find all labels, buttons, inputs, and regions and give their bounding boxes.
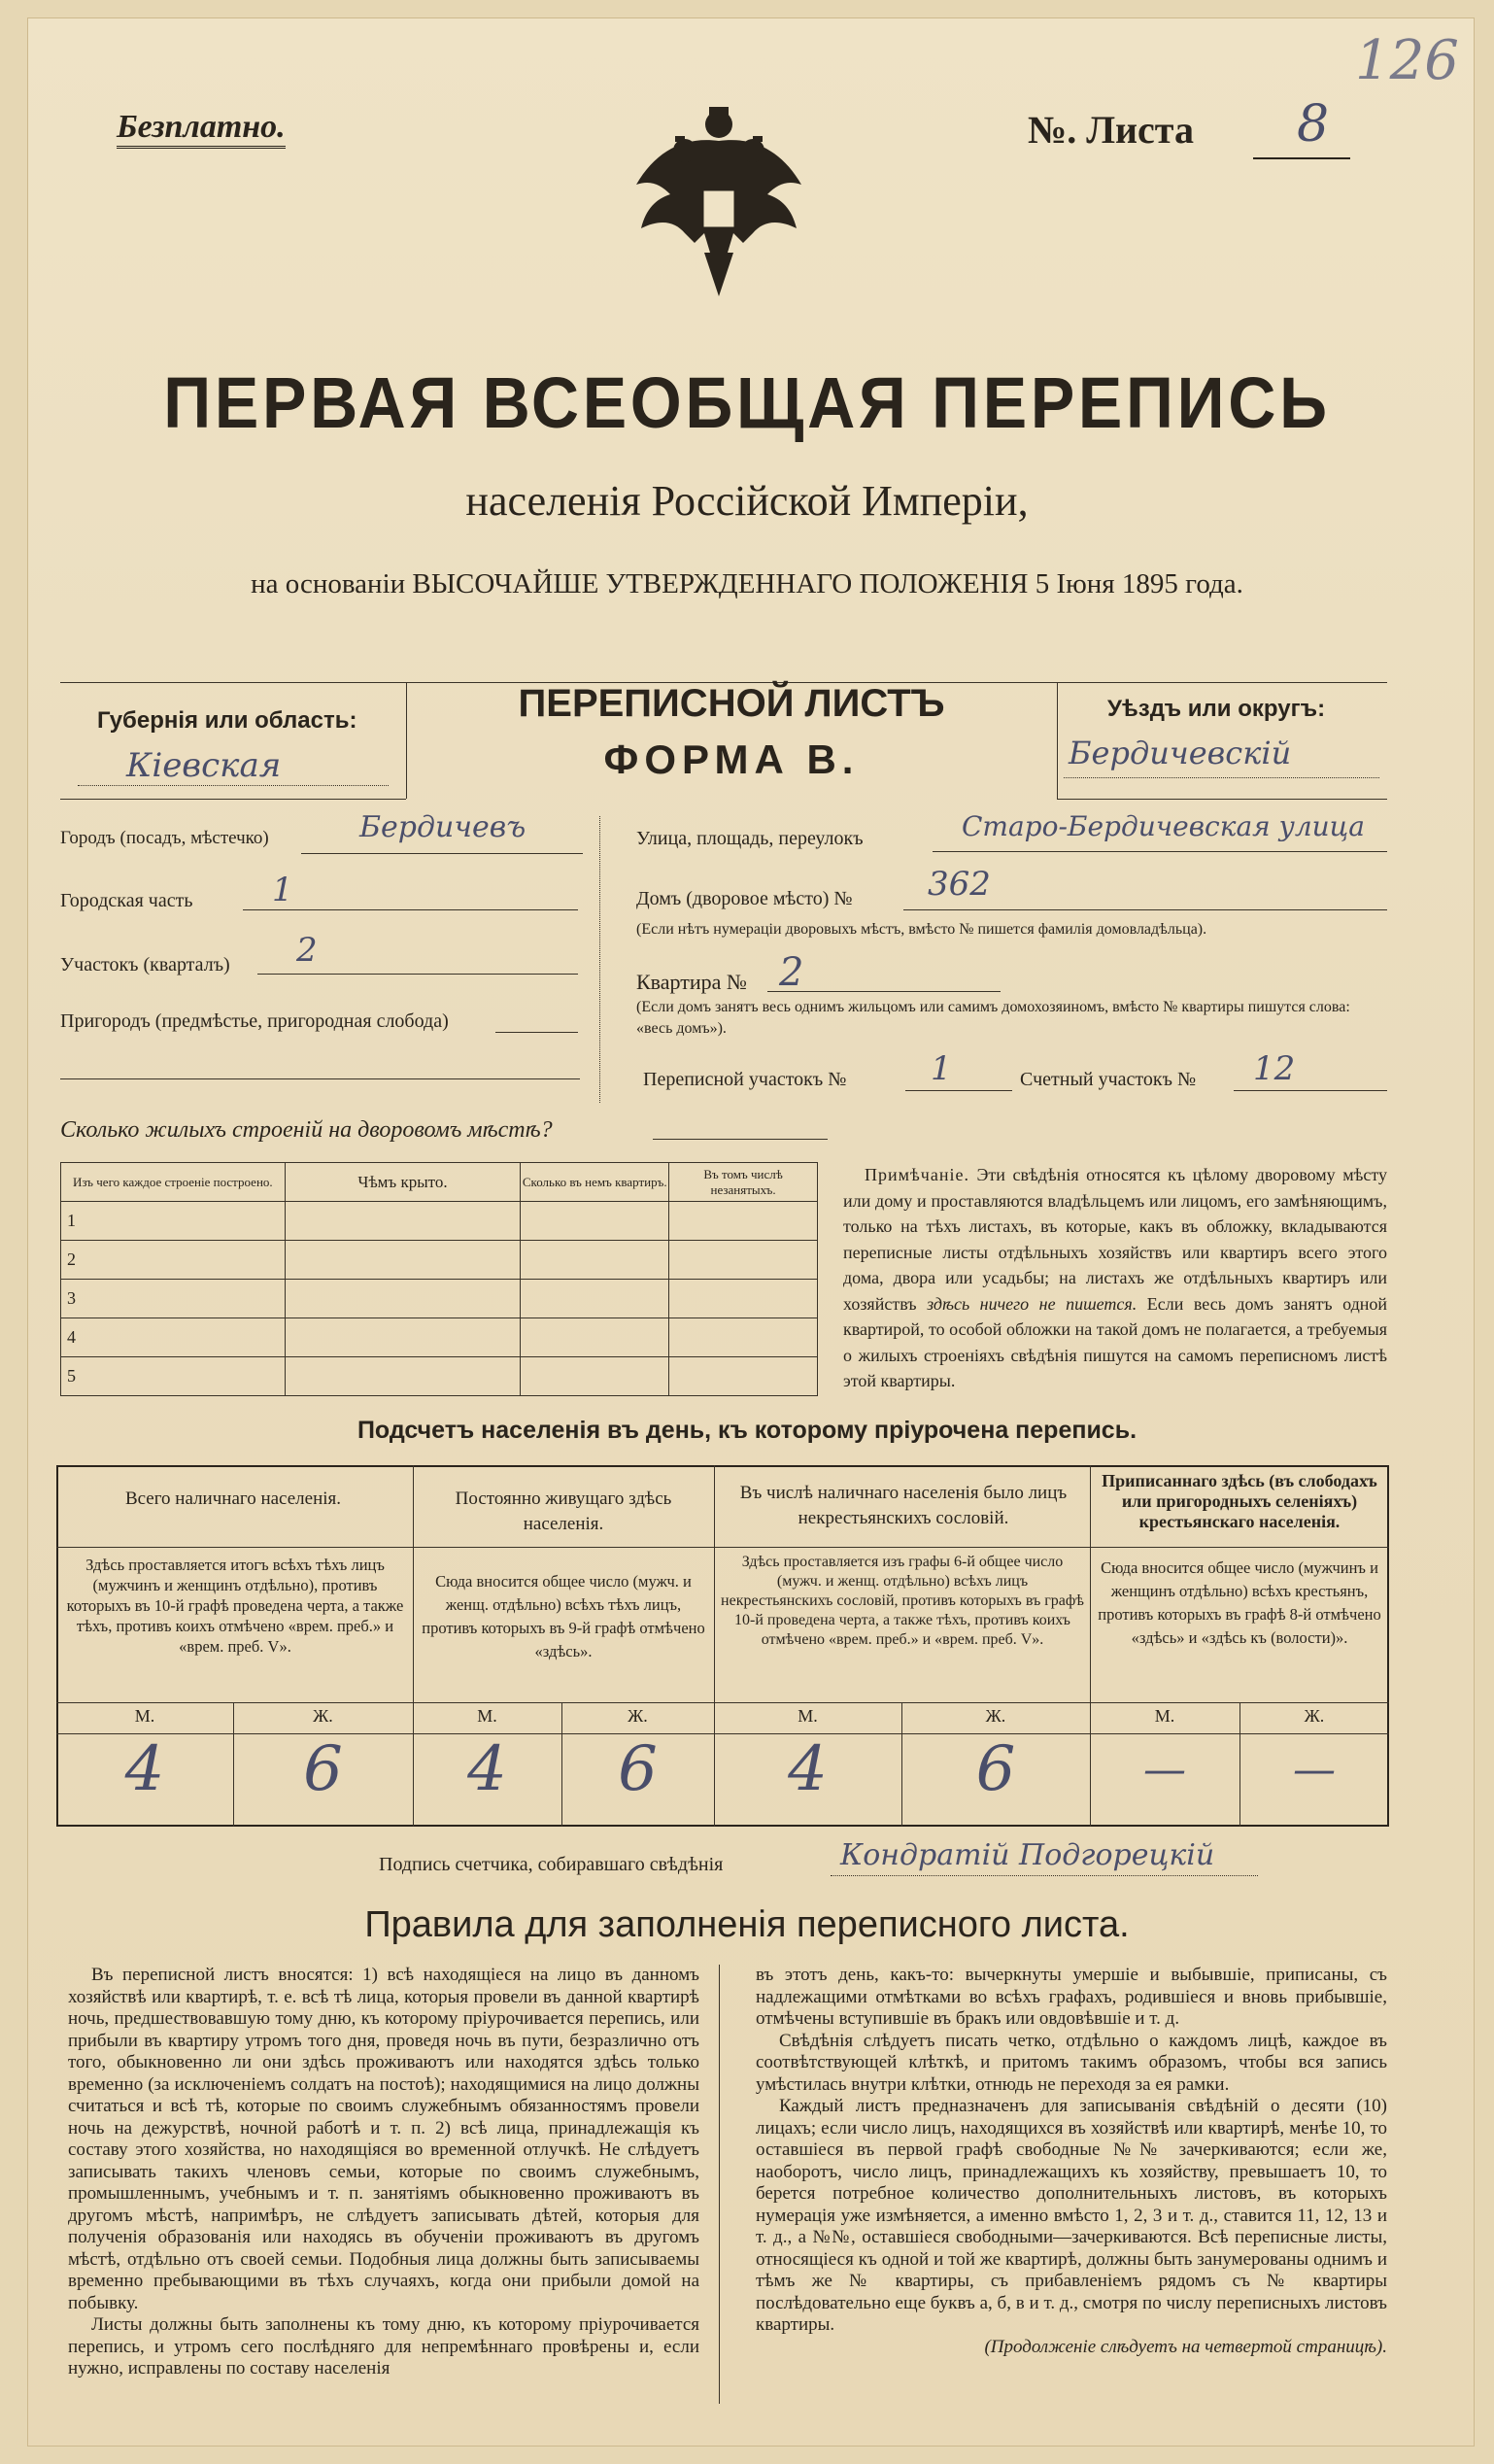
tally-col-3-male[interactable]: 4 [788,1733,828,1805]
tally-col-2-desc: Сюда вносится общее число (мужч. и женщ. отдѣльно) всѣхъ тѣхъ лицъ, противъ которыхъ въ 9-й графѣ отмѣчено «здѣсь». [422,1572,705,1660]
tally-col-3-head: Въ числѣ наличнаго населенія было лицъ некрестьянскихъ сословій. [739,1483,1068,1528]
buildings-col-material: Изъ чего каждое строеніе построено. [61,1163,286,1202]
province-value[interactable]: Кіевская [126,746,282,785]
province-label: Губернія или область: [97,707,357,734]
house-label: Домъ (дворовое мѣсто) № [636,888,853,909]
tally-col-1-head: Всего наличнаго населенія. [124,1489,342,1509]
sheet-number-value[interactable]: 8 [1297,95,1330,154]
tally-title: Подсчетъ населенія въ день, къ которому пріурочена перепись. [357,1417,1137,1444]
apartment-note: (Если домъ занятъ весь однимъ жильцомъ или самимъ домохозяиномъ, вмѣсто № квартиры пишутся слова: «весь домъ»). [636,999,1350,1037]
archive-corner-number: 126 [1355,29,1459,92]
tally-col-4-male[interactable]: — [1143,1745,1186,1795]
tally-col-3-desc: Здѣсь проставляется изъ графы 6-й общее число (мужч. и женщ. отдѣльно) всѣхъ лицъ некрестьянскихъ сословій, противъ которыхъ въ графѣ 10-й проведена черта, а также тѣхъ, противъ коихъ отмѣчено «врем. преб.» и «врем. преб. V». [721,1554,1084,1648]
note-text-a: Эти свѣдѣнія относятся къ цѣлому дворовому мѣсту или дому и проставляются владѣльцемъ или лицомъ, его замѣняющимъ, только на тѣхъ листахъ, въ которые, какъ въ обложку, вкладываются переписные листы отдѣльныхъ хозяйствъ или квартиръ всего этого дома, двора или усадьбы; на листахъ же отдѣльныхъ квартиръ или хозяйствъ [843,1165,1387,1314]
tally-col-4-desc: Сюда вносится общее число (мужчинъ и женщинъ отдѣльно) всѣхъ крестьянъ, противъ которыхъ въ графѣ 8-й отмѣчено «здѣсь» и «здѣсь къ (волости)». [1098,1558,1381,1647]
rules-paragraph: Листы должны быть заполнены къ тому дню, къ которому пріурочивается перепись, и утромъ сего послѣдняго для непремѣннаго провѣрены и, если нужно, исправлены по составу населенія [68,2314,699,2378]
tally-col-1-male[interactable]: 4 [124,1733,165,1805]
note-label: Примѣчаніе. [865,1165,969,1184]
sheet-number-label: №. Листа [1028,108,1194,152]
table-row[interactable]: 5 [61,1357,286,1396]
apartment-label: Квартира № [636,970,747,994]
rules-continued: (Продолженіе слѣдуетъ на четвертой страницѣ). [984,2336,1387,2357]
page-subtitle: населенія Россійской Имперіи, [465,477,1029,525]
buildings-col-roof: Чѣмъ крыто. [285,1163,521,1202]
city-value[interactable]: Бердичевъ [359,810,526,844]
city-part-label: Городская часть [60,890,193,911]
city-label: Городъ (посадъ, мѣстечко) [60,828,269,848]
note-text-b: Если весь домъ занятъ одной квартирой, то особой обложки на такой домъ не полагается, а требуемыя о жилыхъ строеніяхъ свѣдѣнія пишутся на самомъ переписномъ листѣ этой квартиры. [843,1293,1388,1390]
tally-col-2-male[interactable]: 4 [467,1733,507,1805]
suburb-label: Пригородъ (предмѣстье, пригородная слобода) [60,1010,449,1032]
rules-right-column [756,1965,1387,2358]
rules-paragraph: Въ переписной листъ вносятся: 1) всѣ находящіеся на лицо въ данномъ хозяйствѣ или квартирѣ, т. е. всѣ тѣ лица, которыя провели въ данной квартирѣ ночь, предшествовавшую тому дню, къ которому пріурочивается перепись, или прибыли въ квартиру утромъ того дня, проведя ночь въ пути, безразлично отъ того, обыкновенно ли они здѣсь проживаютъ или находятся здѣсь только временно (за исключеніемъ солдатъ на постоѣ); находящимися на лицо должны считаться и всѣ тѣ, которые по своимъ служебнымъ обязанностямъ провели ночь на дежурствѣ, ночной работѣ и т. п. 2) всѣ лица, принадлежащія къ составу этого хозяйства, но находящіяся во временной отлучкѣ. Не слѣдуетъ записывать такихъ членовъ семьи, которые по своимъ служебнымъ, промышленнымъ, учебнымъ и т. п. занятіямъ обыкновенно проживаютъ въ другомъ мѣстѣ, напримѣръ, не слѣдуетъ записывать дѣтей, которыя для полученія образованія или находясь въ обученіи проживаютъ въ другомъ мѣстѣ, отдѣльно отъ своей семьи. Подобныя лица должны быть записываемы временно пребывающими въ тѣхъ случаяхъ, когда они прибыли домой на побывку. [68,1965,699,2313]
street-label: Улица, площадь, переулокъ [636,828,864,849]
buildings-note [843,1162,1387,1394]
district-value[interactable]: Бердичевскій [1069,735,1292,771]
house-note: (Если нѣтъ нумераціи дворовыхъ мѣстъ, вмѣсто № пишется фамилія домовладѣльца). [636,921,1207,938]
tally-col-2-female[interactable]: 6 [618,1733,658,1805]
tally-female-label: Ж. [313,1706,333,1726]
city-part-value[interactable]: 1 [272,871,293,909]
form-type: ФОРМА В. [603,736,860,782]
tally-col-2-head: Постоянно живущаго здѣсь населенія. [455,1489,672,1534]
buildings-col-apartments: Сколько въ немъ квартиръ. [521,1163,669,1202]
buildings-table [60,1162,818,1396]
counting-area-value[interactable]: 12 [1253,1049,1296,1088]
precinct-label: Участокъ (кварталъ) [60,954,230,975]
tally-female-label: Ж. [1304,1706,1325,1726]
free-label: Безплатно. [117,109,286,149]
tally-male-label: М. [798,1706,818,1726]
precinct-value[interactable]: 2 [296,931,318,970]
note-text-italic: здѣсь ничего не пишется. [927,1293,1137,1314]
census-area-value[interactable]: 1 [931,1049,952,1088]
rules-paragraph: въ этотъ день, какъ-то: вычеркнуты умершіе и выбывшіе, приписаны, съ надлежащими отмѣтками во всѣхъ графахъ, родившіеся и вновь прибывшіе, отмѣчены вступившіе въ бракъ или овдовѣвшіе и т. д. [756,1965,1387,2029]
rules-paragraph: Каждый листъ предназначенъ для записыванія свѣдѣній о десяти (10) лицахъ; если число лицъ, находящихся въ хозяйствѣ или квартирѣ, менѣе 10, то оставшіеся въ первой графѣ свободные №№ зачеркиваются; если же, наоборотъ, число лицъ, принадлежащихъ къ хозяйству, превышаетъ 10, то берется потребное количество дополнительныхъ листовъ, въ которыхъ нумерація уже измѣняется, а именно вмѣсто 1, 2, 3 и т. д., ставится 11, 12, 13 и т. д., а №№, оставшіеся свободными—зачеркиваются. Всѣ переписные листы, относящіеся къ одной и той же квартирѣ, должны быть занумерованы однимъ и тѣмъ же № квартиры, съ прибавленіемъ рядомъ съ № квартиры послѣдовательно еще буквъ а, б, в и т. д., смотря по числу переписныхъ листовъ квартиры. [756,2096,1387,2335]
double-headed-eagle-emblem [617,97,821,306]
house-value[interactable]: 362 [928,865,991,904]
tally-col-1-desc: Здѣсь проставляется итогъ всѣхъ тѣхъ лицъ (мужчинъ и женщинъ отдѣльно), противъ которыхъ въ 10-й графѣ проведена черта, а также тѣхъ, противъ коихъ отмѣчено «врем. преб.» и «врем. преб. V». [66,1556,404,1656]
tally-male-label: М. [1154,1706,1175,1726]
page-title: ПЕРВАЯ ВСЕОБЩАЯ ПЕРЕПИСЬ [163,362,1331,443]
census-area-label: Переписной участокъ № [643,1069,847,1090]
table-row[interactable]: 1 [61,1202,286,1241]
signature-label: Подпись счетчика, собиравшаго свѣдѣнія [379,1854,724,1875]
buildings-question: Сколько жилыхъ строеній на дворовомъ мѣстѣ? [60,1117,553,1143]
tally-female-label: Ж. [628,1706,648,1726]
tally-col-3-female[interactable]: 6 [975,1733,1016,1805]
sheet-number-underline [1253,157,1350,159]
tally-col-4-head: Приписаннаго здѣсь (въ слободахъ или пригородныхъ селеніяхъ) крестьянскаго населенія. [1102,1471,1377,1531]
tally-col-4-female[interactable]: — [1293,1745,1336,1795]
tally-male-label: М. [134,1706,155,1726]
signature-value[interactable]: Кондратій Подгорецкій [840,1838,1215,1872]
rules-paragraph: Свѣдѣнія слѣдуетъ писать четко, отдѣльно о каждомъ лицѣ, каждое въ соотвѣтствующей клѣткѣ, и притомъ такимъ образомъ, чтобы вся запись умѣстилась внутри клѣтки, отнюдь не переходя за ея рамки. [756,2030,1387,2095]
decree-basis: на основаніи ВЫСОЧАЙШЕ УТВЕРЖДЕННАГО ПОЛОЖЕНІЯ 5 Іюня 1895 года. [251,568,1243,599]
buildings-col-vacant: Въ томъ числѣ незанятыхъ. [669,1163,818,1202]
tally-female-label: Ж. [985,1706,1006,1726]
rules-title: Правила для заполненія переписного листа. [364,1904,1130,1945]
tally-col-1-female[interactable]: 6 [303,1733,343,1805]
table-row[interactable]: 3 [61,1280,286,1318]
table-row[interactable]: 2 [61,1241,286,1280]
counting-area-label: Счетный участокъ № [1020,1069,1197,1090]
table-row[interactable]: 4 [61,1318,286,1357]
district-label: Уѣздъ или округъ: [1107,696,1326,722]
form-name: ПЕРЕПИСНОЙ ЛИСТЪ [518,682,945,725]
rules-left-column [68,1965,699,2380]
apartment-value[interactable]: 2 [779,950,804,995]
street-value[interactable]: Старо-Бердичевская улица [962,810,1365,842]
tally-male-label: М. [477,1706,497,1726]
